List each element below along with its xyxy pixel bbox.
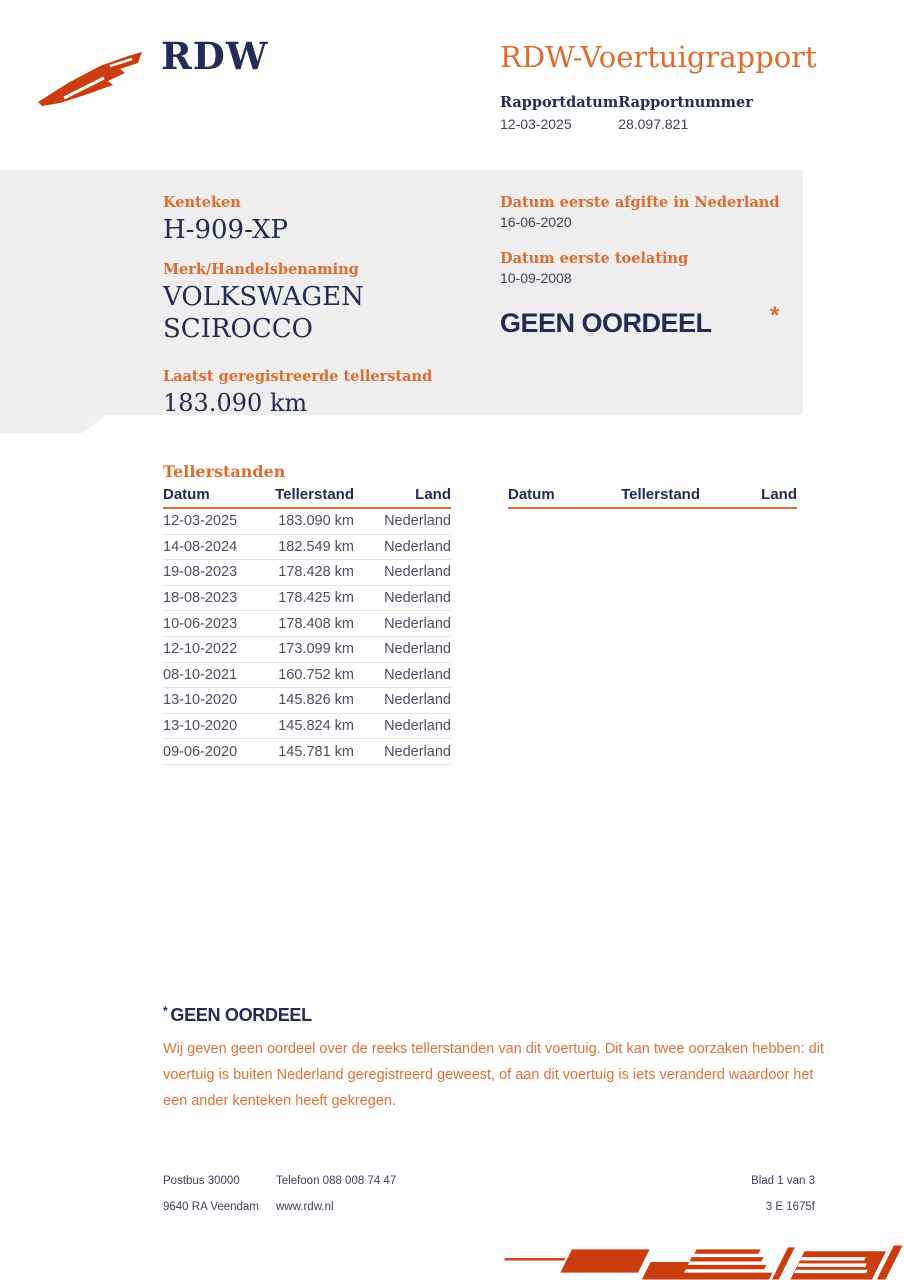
afgifte-value: 16-06-2020	[500, 214, 572, 230]
tellerstand-label: Laatst geregistreerde tellerstand	[163, 367, 433, 385]
meter-rows	[163, 509, 451, 765]
cell-tellerstand: 145.781 km	[278, 743, 354, 760]
cell-tellerstand: 183.090 km	[278, 513, 354, 530]
report-date	[500, 94, 618, 132]
table-row	[163, 586, 451, 612]
verdict-text: GEEN OORDEEL	[500, 308, 712, 338]
title-block	[500, 42, 830, 132]
table-header	[163, 486, 451, 509]
col-land: Land	[415, 486, 451, 503]
summary-right-column	[500, 194, 800, 339]
panel-notch	[0, 415, 106, 433]
cell-tellerstand: 160.752 km	[278, 666, 354, 683]
cell-datum: 08-10-2021	[163, 666, 238, 683]
cell-tellerstand: 145.826 km	[278, 692, 354, 709]
tellerstanden-heading: Tellerstanden	[163, 462, 286, 481]
cell-datum: 09-06-2020	[163, 743, 238, 760]
col-land: Land	[761, 486, 797, 503]
cell-land: Nederland	[384, 615, 451, 632]
cell-land: Nederland	[384, 718, 451, 735]
merk-value-line1: VOLKSWAGEN	[163, 281, 364, 312]
table-row	[163, 688, 451, 714]
table-row	[163, 663, 451, 689]
footer-address-line2: 9640 RA Veendam	[163, 1201, 259, 1213]
cell-datum: 12-10-2022	[163, 641, 238, 658]
toelating-label: Datum eerste toelating	[500, 250, 689, 267]
wing-icon	[38, 52, 150, 112]
asterisk-icon: *	[770, 302, 780, 329]
col-datum: Datum	[163, 486, 210, 503]
merk-label: Merk/Handelsbenaming	[163, 260, 359, 278]
page-title: RDW-Voertuigrapport	[500, 40, 817, 74]
brand-wordmark: RDW	[161, 34, 269, 78]
cell-land: Nederland	[384, 743, 451, 760]
report-number	[618, 94, 753, 132]
kenteken-value: H-909-XP	[163, 215, 288, 245]
table-row	[163, 714, 451, 740]
footer-row-2	[163, 1194, 815, 1220]
report-meta	[500, 94, 830, 132]
meter-readings-table	[163, 486, 451, 765]
cell-datum: 19-08-2023	[163, 564, 238, 581]
geen-oordeel-note	[163, 1004, 825, 1114]
footer-phone: Telefoon 088 008 74 47	[276, 1175, 397, 1187]
cell-land: Nederland	[384, 666, 451, 683]
vehicle-summary-panel	[0, 170, 803, 415]
kenteken-label: Kenteken	[163, 194, 241, 211]
meter-readings-table-2	[508, 486, 797, 509]
col-datum: Datum	[508, 486, 555, 503]
cell-tellerstand: 178.408 km	[278, 615, 354, 632]
footer-doc-code: 3 E 1675f	[765, 1201, 815, 1213]
table-row	[163, 739, 451, 765]
table-row	[163, 509, 451, 535]
afgifte-label: Datum eerste afgifte in Nederland	[500, 194, 780, 211]
rdw-wing-logo	[38, 52, 150, 112]
col-tellerstand: Tellerstand	[621, 486, 700, 503]
note-heading	[163, 1004, 825, 1026]
tellerstand-value: 183.090 km	[163, 388, 308, 417]
summary-left-column	[163, 194, 483, 432]
cell-tellerstand: 145.824 km	[278, 718, 354, 735]
cell-land: Nederland	[384, 590, 451, 607]
footer-row-1	[163, 1168, 815, 1194]
note-body: Wij geven geen oordeel over de reeks tellerstanden van dit voertuig. Dit kan twee oorzaken hebben: dit voertuig is buiten Nederland geregistreerd geweest, of aan dit voertuig is iets veranderd waardoor het een ander kenteken heeft gekregen.	[163, 1041, 824, 1109]
table-header	[508, 486, 797, 509]
cell-tellerstand: 173.099 km	[278, 641, 354, 658]
report-number-value: 28.097.821	[618, 115, 689, 132]
toelating-value: 10-09-2008	[500, 270, 572, 286]
cell-land: Nederland	[384, 538, 451, 555]
cell-land: Nederland	[384, 692, 451, 709]
report-date-label: Rapportdatum	[500, 93, 619, 111]
cell-tellerstand: 182.549 km	[278, 538, 354, 555]
merk-value-line2: SCIROCCO	[163, 314, 313, 344]
cell-datum: 13-10-2020	[163, 718, 238, 735]
table-row	[163, 611, 451, 637]
footer-website: www.rdw.nl	[276, 1201, 334, 1213]
footer-address-line1: Postbus 30000	[163, 1175, 240, 1187]
asterisk-icon: *	[163, 1004, 168, 1018]
cell-datum: 10-06-2023	[163, 615, 238, 632]
cell-land: Nederland	[384, 564, 451, 581]
cell-land: Nederland	[384, 641, 451, 658]
col-tellerstand: Tellerstand	[275, 486, 354, 503]
table-row	[163, 560, 451, 586]
table-row	[163, 637, 451, 663]
cell-land: Nederland	[384, 513, 451, 530]
report-number-label: Rapportnummer	[618, 93, 753, 111]
cell-datum: 14-08-2024	[163, 538, 238, 555]
note-heading-text: GEEN OORDEEL	[170, 1005, 312, 1025]
cell-tellerstand: 178.425 km	[278, 590, 354, 607]
cell-datum: 18-08-2023	[163, 590, 238, 607]
footer-page-indicator: Blad 1 van 3	[751, 1175, 815, 1187]
table-row	[163, 535, 451, 561]
wing-stripe-pattern-icon	[504, 1242, 904, 1280]
report-date-value: 12-03-2025	[500, 115, 572, 132]
page-footer	[163, 1168, 815, 1220]
cell-tellerstand: 178.428 km	[278, 564, 354, 581]
cell-datum: 12-03-2025	[163, 513, 238, 530]
cell-datum: 13-10-2020	[163, 692, 238, 709]
verdict-row	[500, 302, 800, 339]
